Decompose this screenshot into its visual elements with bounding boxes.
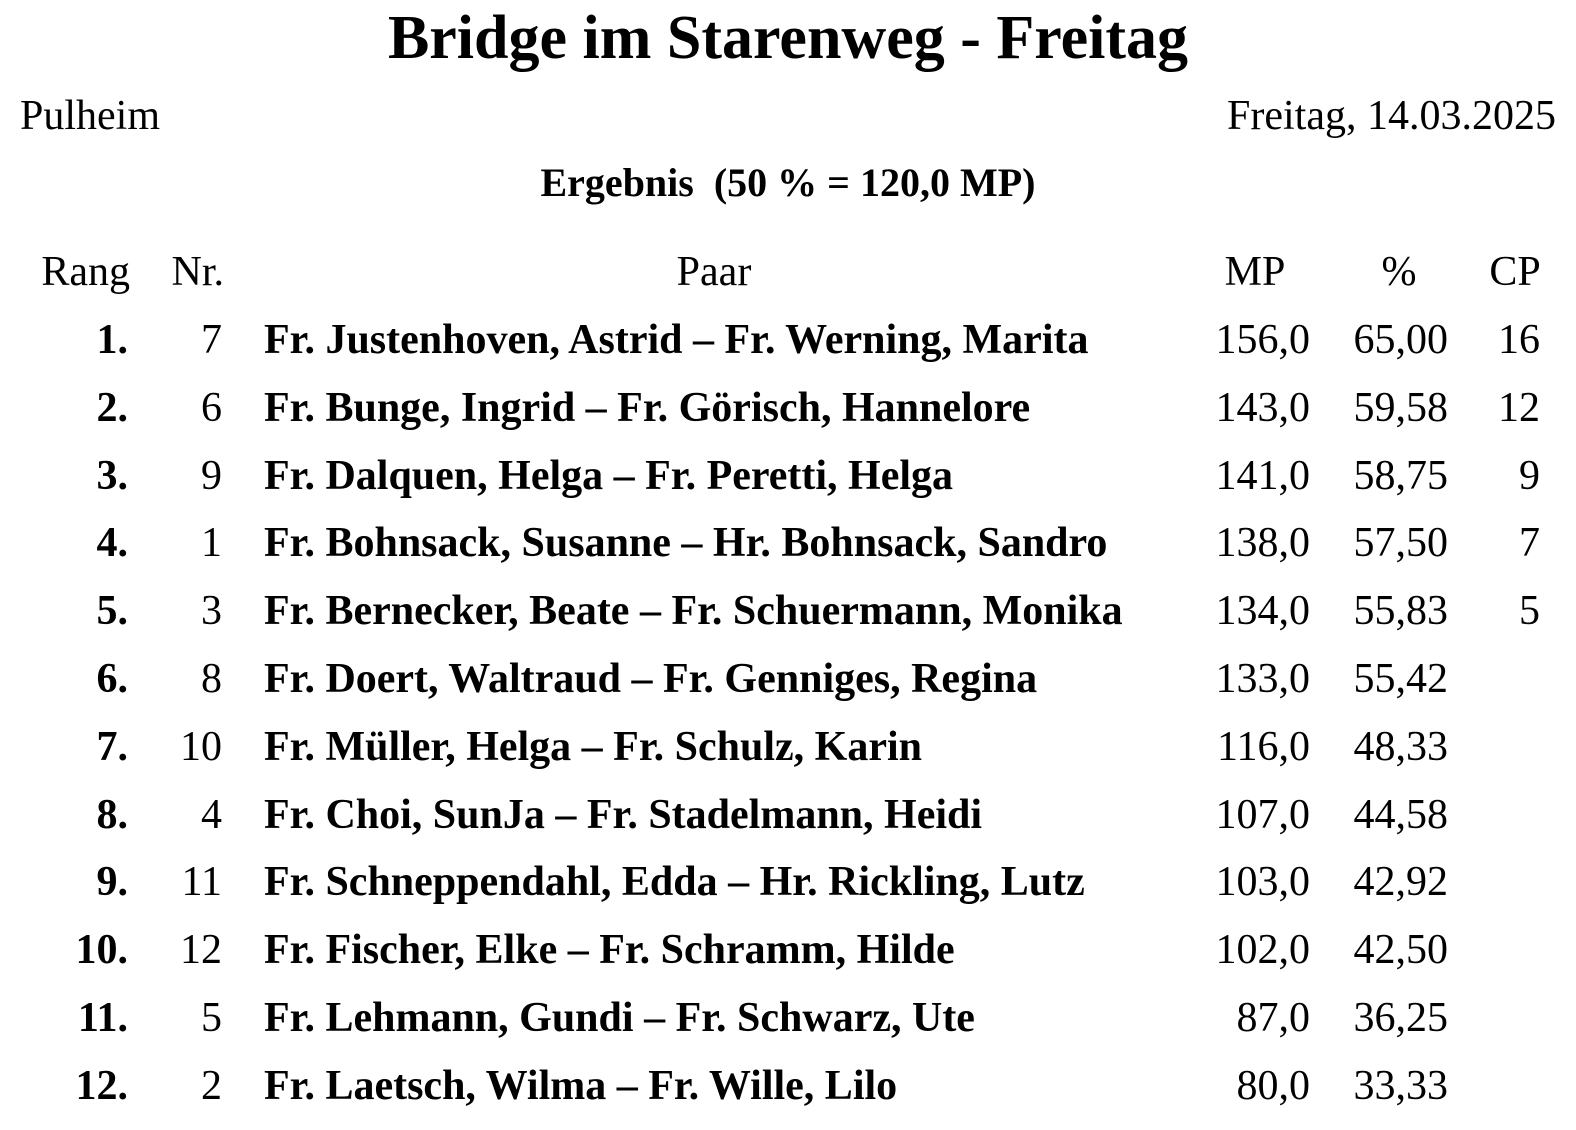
table-row — [0, 858, 1576, 926]
cell-pair: Fr. Laetsch, Wilma – Fr. Wille, Lilo — [264, 1063, 898, 1109]
cell-cp: 12 — [1498, 385, 1540, 431]
cell-mp: 80,0 — [1236, 1063, 1310, 1109]
cell-mp: 138,0 — [1215, 520, 1310, 566]
table-header — [0, 248, 1576, 316]
cell-rank: 7. — [96, 724, 128, 770]
cell-pair: Fr. Choi, SunJa – Fr. Stadelmann, Heidi — [264, 792, 983, 838]
table-row — [0, 452, 1576, 520]
cell-mp: 143,0 — [1215, 385, 1310, 431]
date-label: Freitag, 14.03.2025 — [1227, 93, 1556, 139]
cell-rank: 5. — [96, 588, 128, 634]
table-row — [0, 723, 1576, 791]
cell-rank: 9. — [96, 859, 128, 905]
cell-percent: 44,58 — [1353, 792, 1448, 838]
header-cp: CP — [1489, 249, 1541, 295]
cell-pair: Fr. Justenhoven, Astrid – Fr. Werning, Marita — [264, 317, 1089, 363]
cell-pair: Fr. Fischer, Elke – Fr. Schramm, Hilde — [264, 927, 955, 973]
cell-mp: 87,0 — [1236, 995, 1310, 1041]
cell-pair: Fr. Doert, Waltraud – Fr. Genniges, Regina — [264, 656, 1038, 702]
cell-mp: 134,0 — [1215, 588, 1310, 634]
cell-nr: 5 — [201, 995, 222, 1041]
table-row — [0, 1062, 1576, 1130]
header-mp: MP — [1224, 249, 1286, 295]
cell-nr: 1 — [201, 520, 222, 566]
cell-rank: 11. — [77, 995, 128, 1041]
table-row — [0, 384, 1576, 452]
cell-rank: 2. — [96, 385, 128, 431]
cell-percent: 58,75 — [1353, 453, 1448, 499]
cell-nr: 10 — [180, 724, 222, 770]
cell-rank: 6. — [96, 656, 128, 702]
cell-mp: 107,0 — [1215, 792, 1310, 838]
table-row — [0, 316, 1576, 384]
table-row — [0, 655, 1576, 723]
cell-nr: 7 — [201, 317, 222, 363]
result-subtitle: Ergebnis (50 % = 120,0 MP) — [540, 160, 1036, 205]
cell-cp: 16 — [1498, 317, 1540, 363]
header-nr: Nr. — [171, 249, 224, 295]
cell-mp: 133,0 — [1215, 656, 1310, 702]
table-row — [0, 791, 1576, 859]
table-row — [0, 926, 1576, 994]
location-label: Pulheim — [20, 93, 161, 139]
cell-nr: 4 — [201, 792, 222, 838]
cell-pair: Fr. Bohnsack, Susanne – Hr. Bohnsack, Sandro — [264, 520, 1108, 566]
cell-pair: Fr. Lehmann, Gundi – Fr. Schwarz, Ute — [264, 995, 975, 1041]
cell-mp: 103,0 — [1215, 859, 1310, 905]
cell-percent: 36,25 — [1353, 995, 1448, 1041]
cell-pair: Fr. Müller, Helga – Fr. Schulz, Karin — [264, 724, 922, 770]
cell-percent: 33,33 — [1353, 1063, 1448, 1109]
table-row — [0, 587, 1576, 655]
cell-pair: Fr. Bernecker, Beate – Fr. Schuermann, Monika — [264, 588, 1123, 634]
cell-nr: 3 — [201, 588, 222, 634]
cell-mp: 141,0 — [1215, 453, 1310, 499]
cell-percent: 55,42 — [1353, 656, 1448, 702]
cell-rank: 3. — [96, 453, 128, 499]
cell-percent: 42,92 — [1353, 859, 1448, 905]
cell-percent: 48,33 — [1353, 724, 1448, 770]
cell-pair: Fr. Bunge, Ingrid – Fr. Görisch, Hannelore — [264, 385, 1031, 431]
cell-nr: 9 — [201, 453, 222, 499]
cell-cp: 9 — [1519, 453, 1540, 499]
cell-rank: 12. — [75, 1063, 128, 1109]
cell-cp: 5 — [1519, 588, 1540, 634]
cell-pair: Fr. Dalquen, Helga – Fr. Peretti, Helga — [264, 453, 954, 499]
cell-nr: 12 — [180, 927, 222, 973]
cell-rank: 10. — [75, 927, 128, 973]
cell-percent: 59,58 — [1353, 385, 1448, 431]
cell-percent: 55,83 — [1353, 588, 1448, 634]
table-row — [0, 519, 1576, 587]
cell-rank: 8. — [96, 792, 128, 838]
cell-nr: 2 — [201, 1063, 222, 1109]
header-rank: Rang — [41, 249, 130, 295]
header-pair: Paar — [676, 249, 752, 295]
cell-percent: 57,50 — [1353, 520, 1448, 566]
cell-rank: 1. — [96, 317, 128, 363]
table-row — [0, 994, 1576, 1062]
cell-nr: 11 — [181, 859, 222, 905]
page-title: Bridge im Starenweg - Freitag — [387, 4, 1189, 72]
cell-rank: 4. — [96, 520, 128, 566]
cell-percent: 42,50 — [1353, 927, 1448, 973]
cell-percent: 65,00 — [1353, 317, 1448, 363]
cell-cp: 7 — [1519, 520, 1540, 566]
cell-nr: 8 — [201, 656, 222, 702]
cell-mp: 116,0 — [1217, 724, 1310, 770]
cell-mp: 102,0 — [1215, 927, 1310, 973]
cell-pair: Fr. Schneppendahl, Edda – Hr. Rickling, Lutz — [264, 859, 1085, 905]
cell-nr: 6 — [201, 385, 222, 431]
header-percent: % — [1381, 249, 1417, 295]
cell-mp: 156,0 — [1215, 317, 1310, 363]
